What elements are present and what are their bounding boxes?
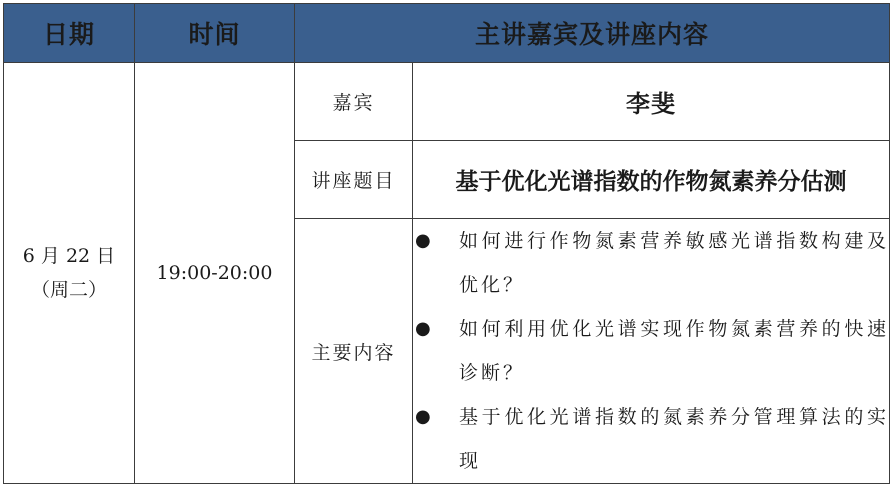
list-item-text: 如何利用优化光谱实现作物氮素营养的快速诊断？: [459, 318, 890, 384]
speaker-label: 嘉宾: [295, 63, 413, 141]
header-time: 时间: [135, 4, 295, 63]
list-item: [413, 395, 889, 483]
date-value: 6 月 22 日: [22, 245, 116, 267]
bullet-icon: ●: [415, 230, 431, 251]
header-row: [4, 4, 890, 63]
time-cell: [135, 63, 295, 484]
content-label: 主要内容: [295, 219, 413, 484]
speaker-row: [4, 63, 890, 141]
list-item-text: 如何进行作物氮素营养敏感光谱指数构建及优化？: [459, 230, 890, 296]
bullet-icon: ●: [415, 406, 431, 427]
header-date: 日期: [4, 4, 135, 63]
lecture-topic: 基于优化光谱指数的作物氮素养分估测: [413, 141, 890, 219]
topic-label: 讲座题目: [295, 141, 413, 219]
list-item: [413, 307, 889, 395]
content-cell: [413, 219, 890, 484]
lecture-schedule-table: [3, 3, 890, 484]
speaker-name: 李斐: [413, 63, 890, 141]
bullet-icon: ●: [415, 318, 431, 339]
header-speaker-and-content: 主讲嘉宾及讲座内容: [295, 4, 890, 63]
list-item: [413, 219, 889, 307]
weekday-value: （周二）: [30, 279, 107, 301]
list-item-text: 基于优化光谱指数的氮素养分管理算法的实现: [459, 406, 890, 472]
date-cell: [4, 63, 135, 484]
content-list: [413, 219, 889, 483]
time-value: 19:00-20:00: [156, 262, 273, 284]
